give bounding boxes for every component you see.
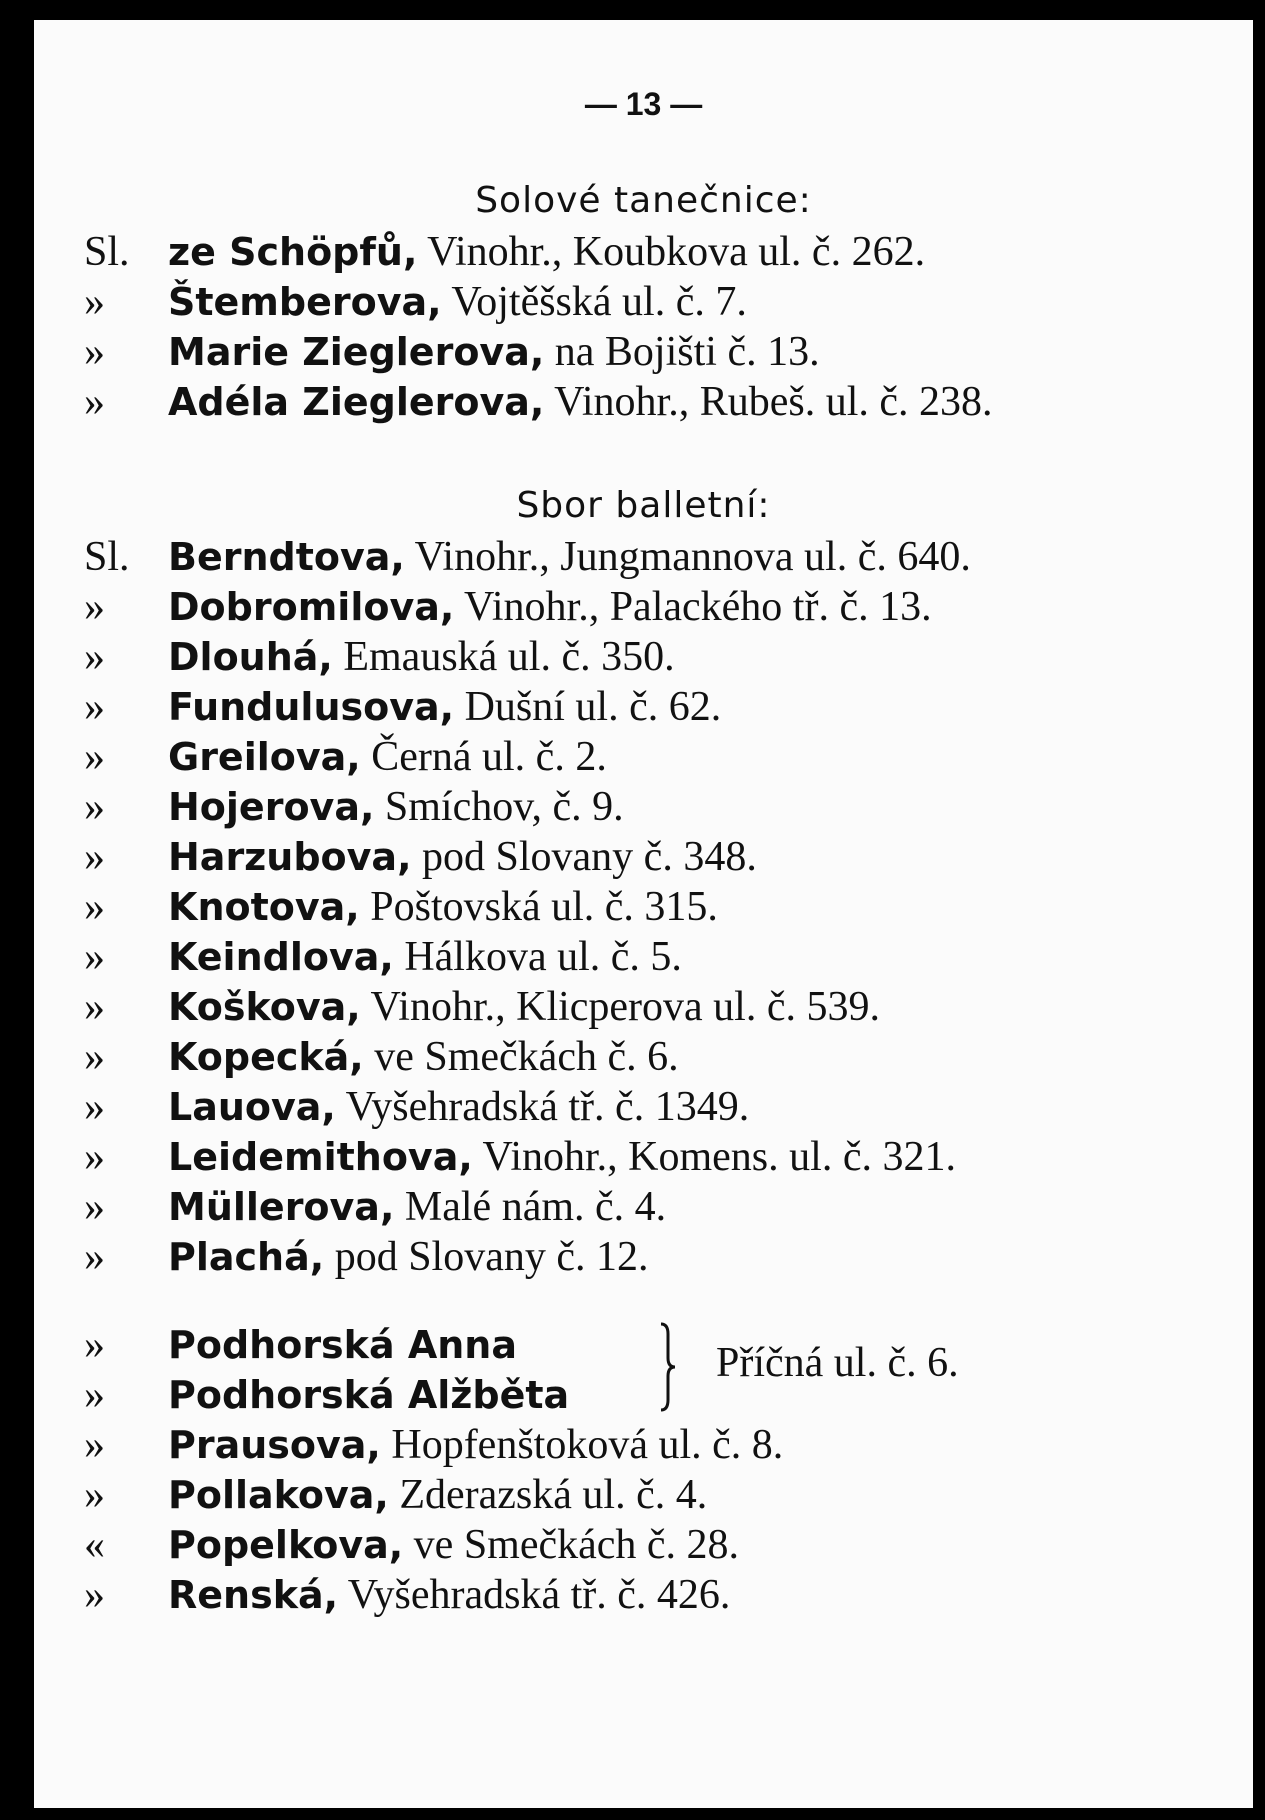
entry-marker: » [84,1322,105,1368]
entry-marker: » [84,1422,105,1468]
entry-address: ve Smečkách č. 28. [403,1522,740,1568]
entry-marker: » [84,934,105,980]
entry-name: Adéla Zieglerova, [168,380,545,424]
entry-name: Marie Zieglerova, [168,330,545,374]
entry-name: Hojerova, [168,785,375,829]
shared-address: Příčná ul. č. 6. [716,1340,959,1386]
entry-name: Knotova, [168,885,360,929]
list-item [34,1420,1253,1470]
list-item [34,1032,1253,1082]
entry-address: Vyšehradská tř. č. 1349. [335,1084,750,1130]
entry-name: Podhorská Alžběta [168,1373,570,1417]
entry-address: Vinohr., Rubeš. ul. č. 238. [544,379,993,425]
list-item [34,1570,1253,1620]
entry-marker: Sl. [84,229,130,275]
list-item [34,732,1253,782]
entry-marker: » [84,1134,105,1180]
list-item [34,632,1253,682]
entry-address: pod Slovany č. 12. [324,1234,649,1280]
entry-address: ve Smečkách č. 6. [363,1034,679,1080]
list-item [34,582,1253,632]
section-heading-soloists: Solové tanečnice: [475,180,812,221]
entry-name: Pollakova, [168,1473,389,1517]
entry-name: Leidemithova, [168,1135,473,1179]
entry-address: na Bojišti č. 13. [544,329,820,375]
list-item [34,327,1253,377]
entry-address: Zderazská ul. č. 4. [388,1472,708,1518]
entry-marker: » [84,884,105,930]
entry-name: Berndtova, [168,535,405,579]
entry-address: Dušní ul. č. 62. [454,684,722,730]
list-item [34,277,1253,327]
entry-name: Kopecká, [168,1035,364,1079]
list-item [34,982,1253,1032]
list-item [34,882,1253,932]
entry-address: Vinohr., Komens. ul. č. 321. [472,1134,956,1180]
entry-address: Malé nám. č. 4. [394,1184,667,1230]
entry-name: Plachá, [168,1235,325,1279]
brace-icon [658,1320,678,1414]
entry-marker: » [84,1084,105,1130]
list-item [34,682,1253,732]
entry-name: Keindlova, [168,935,394,979]
entry-name: Podhorská Anna [168,1323,517,1367]
entry-address: Vinohr., Jungmannova ul. č. 640. [404,534,971,580]
entry-marker: » [84,1034,105,1080]
entry-name: Müllerova, [168,1185,395,1229]
list-item [34,1082,1253,1132]
entry-address: Vinohr., Klicperova ul. č. 539. [360,984,880,1030]
book-page [34,20,1253,1808]
entry-name: Prausova, [168,1423,381,1467]
entry-marker: » [84,1184,105,1230]
entry-name: Fundulusova, [168,685,455,729]
entry-address: Vojtěšská ul. č. 7. [441,279,747,325]
list-item [34,832,1253,882]
entry-marker: » [84,1234,105,1280]
entry-marker: » [84,584,105,630]
entry-marker: » [84,634,105,680]
entry-name: Greilova, [168,735,361,779]
entry-address: pod Slovany č. 348. [411,834,757,880]
entry-marker: » [84,1472,105,1518]
entry-marker: » [84,1572,105,1618]
entry-name: Harzubova, [168,835,412,879]
soloist-list [34,227,1253,427]
list-item [34,532,1253,582]
entry-marker: » [84,279,105,325]
entry-address: Emauská ul. č. 350. [332,634,675,680]
entry-address: Vinohr., Palackého tř. č. 13. [454,584,932,630]
entry-name: Renská, [168,1573,339,1617]
entry-name: Koškova, [168,985,361,1029]
entry-name: Dlouhá, [168,635,333,679]
entry-marker: » [84,784,105,830]
entry-marker: » [84,329,105,375]
entry-name: Dobromilova, [168,585,455,629]
entry-name: Štemberova, [168,280,442,324]
entry-marker: » [84,379,105,425]
entry-name: ze Schöpfů, [168,230,418,274]
list-item [34,1320,1253,1370]
ballet-list-continued [34,1420,1253,1620]
entry-marker: » [84,684,105,730]
entry-name: Popelkova, [168,1523,404,1567]
section-heading-ballet: Sbor balletní: [516,485,771,526]
grouped-entries [34,1320,1253,1420]
entry-address: Vyšehradská tř. č. 426. [338,1572,731,1618]
list-item [34,1370,1253,1420]
entry-marker: » [84,1372,105,1418]
entry-name: Lauova, [168,1085,336,1129]
list-item [34,1232,1253,1282]
page-number: — 13 — [584,86,703,122]
list-item [34,1470,1253,1520]
list-item [34,1520,1253,1570]
entry-address: Hálkova ul. č. 5. [393,934,682,980]
list-item [34,227,1253,277]
list-item [34,782,1253,832]
entry-marker: « [84,1522,105,1568]
entry-address: Smíchov, č. 9. [374,784,624,830]
entry-address: Hopfenštoková ul. č. 8. [380,1422,784,1468]
entry-address: Poštovská ul. č. 315. [359,884,718,930]
entry-address: Černá ul. č. 2. [360,734,607,780]
list-item [34,932,1253,982]
list-item [34,1132,1253,1182]
entry-address: Vinohr., Koubkova ul. č. 262. [417,229,926,275]
entry-marker: » [84,834,105,880]
list-item [34,377,1253,427]
list-item [34,1182,1253,1232]
entry-marker: Sl. [84,534,130,580]
entry-marker: » [84,734,105,780]
entry-marker: » [84,984,105,1030]
ballet-list [34,532,1253,1282]
